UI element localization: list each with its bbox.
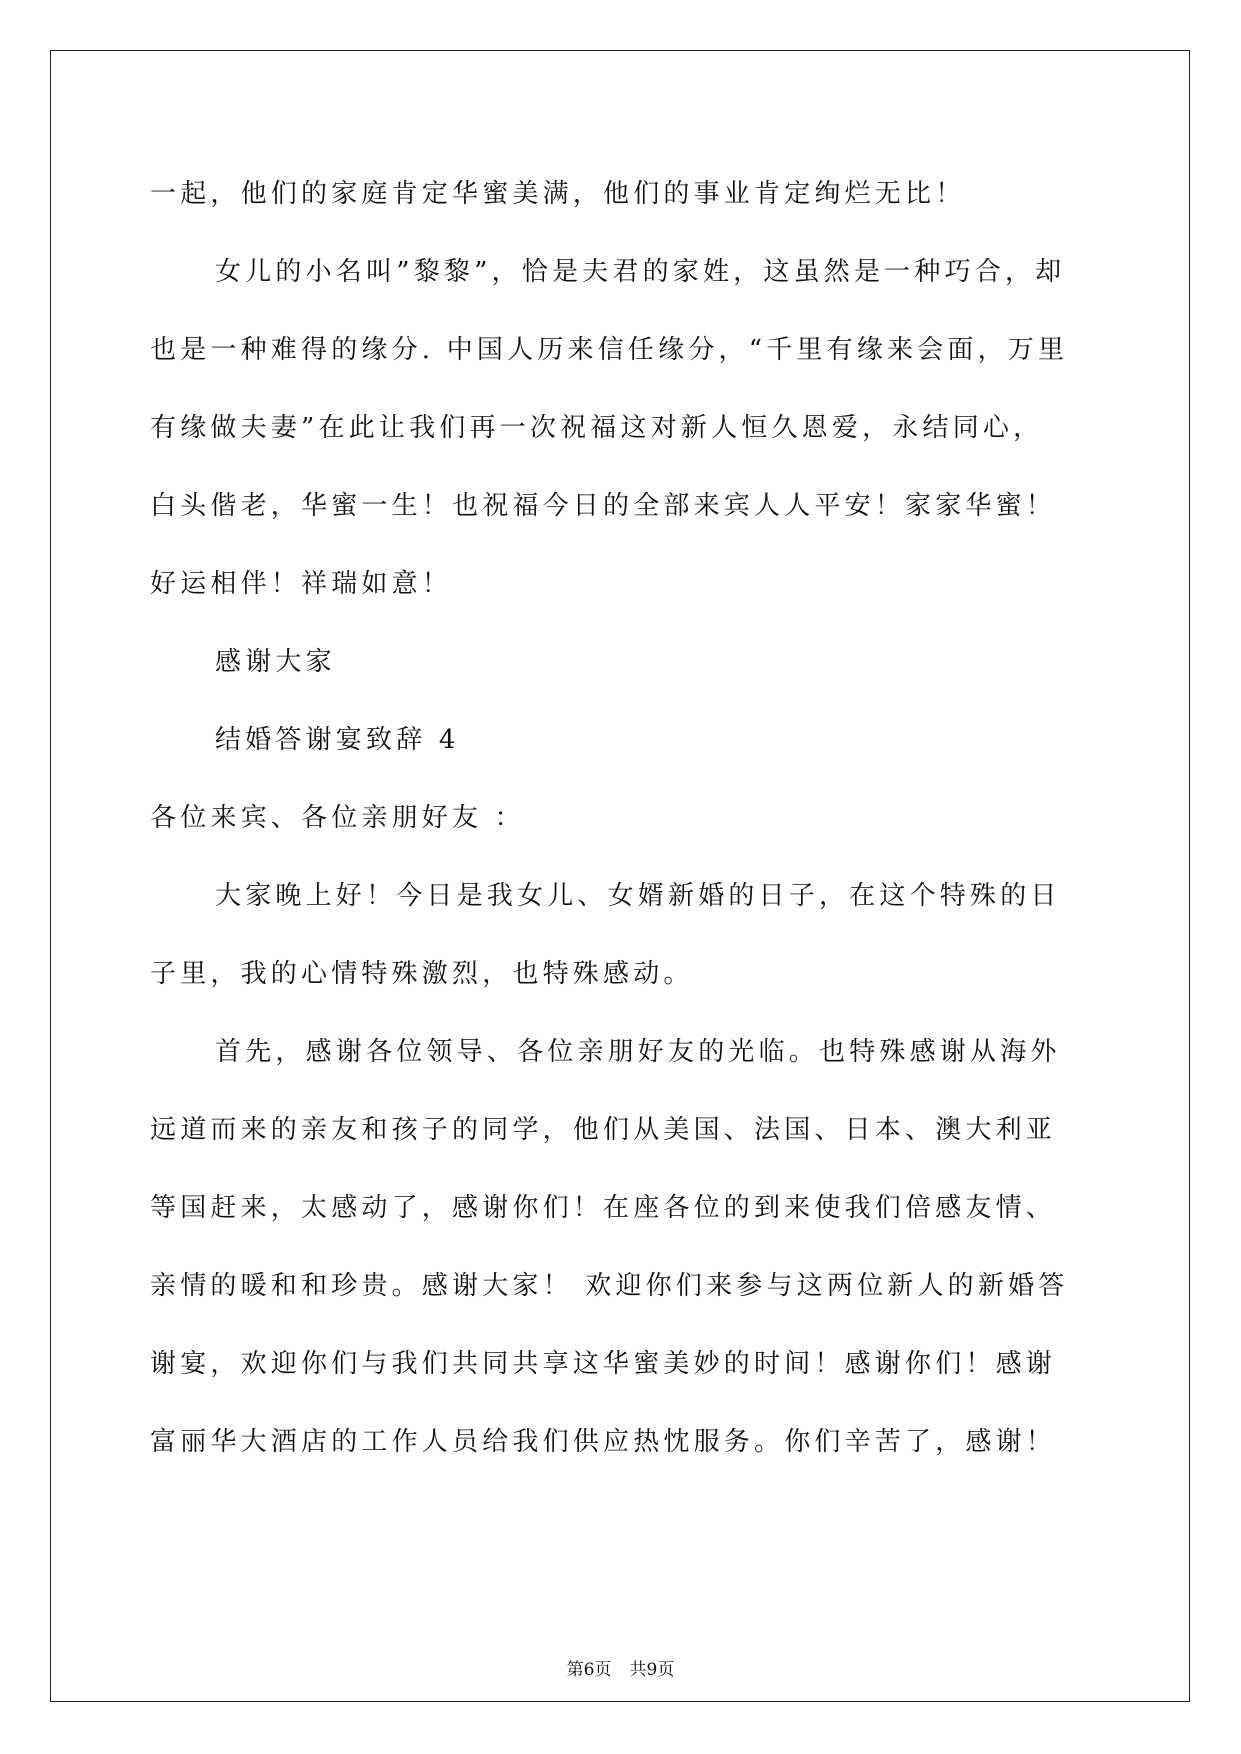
body-line: 女儿的小名叫”黎黎”，恰是夫君的家姓，这虽然是一种巧合，却 bbox=[215, 257, 1066, 287]
body-line: 远道而来的亲友和孩子的同学，他们从美国、法国、日本、澳大利亚 bbox=[150, 1115, 1057, 1145]
body-line: 等国赶来，太感动了，感谢你们！在座各位的到来使我们倍感友情、 bbox=[150, 1193, 1057, 1223]
body-line: 谢宴，欢迎你们与我们共同共享这华蜜美妙的时间！感谢你们！感谢 bbox=[150, 1349, 1057, 1379]
total-unit: 页 bbox=[657, 1660, 675, 1680]
page-unit: 页 bbox=[594, 1660, 612, 1680]
closing-line: 感谢大家 bbox=[215, 647, 336, 677]
body-line: 富丽华大酒店的工作人员给我们供应热忱服务。你们辛苦了，感谢！ bbox=[150, 1427, 1057, 1457]
body-line: 亲情的暖和和珍贵。感谢大家！ 欢迎你们来参与这两位新人的新婚答 bbox=[150, 1271, 1069, 1301]
body-line: 白头偕老，华蜜一生！也祝福今日的全部来宾人人平安！家家华蜜！ bbox=[150, 491, 1057, 521]
body-line: 好运相伴！祥瑞如意！ bbox=[150, 569, 453, 599]
page-number: 6 bbox=[583, 1660, 595, 1680]
total-prefix: 共 bbox=[629, 1660, 647, 1680]
body-line: 有缘做夫妻”在此让我们再一次祝福这对新人恒久恩爱，永结同心， bbox=[150, 413, 1044, 443]
section-heading: 结婚答谢宴致辞 4 bbox=[215, 725, 460, 755]
body-line: 也是一种难得的缘分. 中国人历来信任缘分，“千里有缘来会面，万里 bbox=[150, 335, 1069, 365]
body-line: 一起，他们的家庭肯定华蜜美满，他们的事业肯定绚烂无比！ bbox=[150, 179, 966, 209]
body-line: 首先，感谢各位领导、各位亲朋好友的光临。也特殊感谢从海外 bbox=[215, 1037, 1061, 1067]
body-line: 子里，我的心情特殊激烈，也特殊感动。 bbox=[150, 959, 694, 989]
body-line: 大家晚上好！今日是我女儿、女婿新婚的日子，在这个特殊的日 bbox=[215, 881, 1061, 911]
salutation: 各位来宾、各位亲朋好友 ： bbox=[150, 803, 525, 833]
total-pages: 9 bbox=[646, 1660, 658, 1680]
page-prefix: 第 bbox=[566, 1660, 584, 1680]
page-footer bbox=[0, 1658, 1241, 1682]
